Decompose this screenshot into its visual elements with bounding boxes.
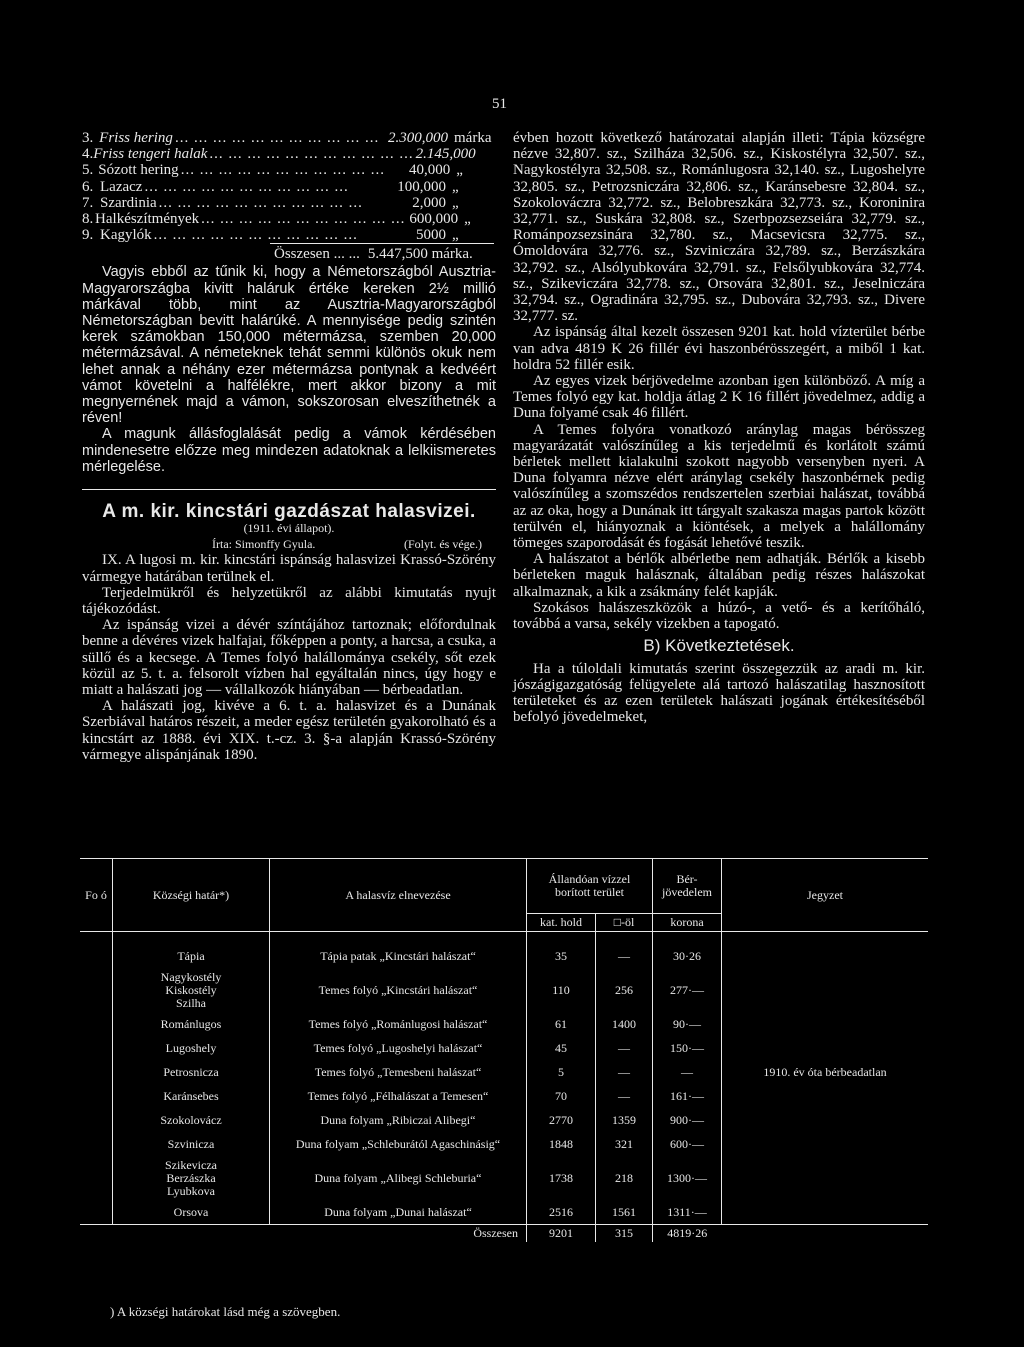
cell-hold: 110 <box>527 968 596 1012</box>
list-item-unit: „ <box>456 162 463 179</box>
list-item-label: Szardinia <box>100 194 157 211</box>
list-item-number: 8. <box>82 210 94 227</box>
cell-korona: 30·26 <box>653 932 722 969</box>
table-total-label: Összesen <box>473 1226 518 1240</box>
page-number: 51 <box>492 96 507 112</box>
fishwater-table <box>80 858 928 1242</box>
list-item-number: 3. <box>82 130 94 146</box>
cell-hold: 1738 <box>527 1156 596 1200</box>
cell-korona: 277·— <box>653 968 722 1012</box>
cell-hold: 5 <box>527 1060 596 1084</box>
cell-korona: 150·— <box>653 1036 722 1060</box>
cell-kozseg: Orsova <box>113 1200 270 1225</box>
cell-jegyzet <box>722 1132 929 1156</box>
cell-halasviz: Temes folyó „Kincstári halászat“ <box>270 968 527 1012</box>
cell-halasviz: Duna folyam „Schleburától Agaschinásig“ <box>270 1132 527 1156</box>
list-item-unit: márka <box>454 130 492 146</box>
cell-ol: — <box>596 1036 653 1060</box>
list-item-value: 5000 <box>416 227 446 244</box>
cell-kozseg: Szokolovácz <box>113 1108 270 1132</box>
table-row <box>80 932 928 969</box>
list-item-label: Sózott hering <box>98 162 179 179</box>
cell-ol: 1400 <box>596 1012 653 1036</box>
cell-jegyzet <box>722 932 929 969</box>
leader-dots: ... ... ... ... ... ... ... ... ... ... ... <box>174 130 380 146</box>
paragraph: A Temes folyóra vonatkozó aránylag magas bérösszeg magyarázatát valószínűleg a kis terjedelmű és korlátolt számú bérletek mellett kialakulni szokott nagyobb versenyben nyeri. A Duna folyamra nézve elért aránylag csekély haszonbérnek pedig valószínűleg a szomszédos rendszertelen szerbiai halászat, továbbá az az oka, hogy a Dunának itt tárgyalt szakasza magas partok között terülvén el, hiányoznak a kiöntések, a melyek a halállomány tömeges szaporodását és fogását lehetővé teszik. <box>513 421 925 552</box>
cell-hold: 2516 <box>527 1200 596 1225</box>
list-item-value: 2,000 <box>412 194 446 211</box>
table-row <box>80 1036 928 1060</box>
table-row <box>80 1108 928 1132</box>
list-item-label: Lazacz <box>100 178 143 195</box>
leader-dots: ... ... ... ... ... ... ... ... ... ... ... <box>153 227 358 244</box>
cell-halasviz: Duna folyam „Ribiczai Alibegi“ <box>270 1108 527 1132</box>
paragraph: A magunk állásfoglalását pedig a vámok kérdésében mindenesetre előzze meg mindezen adatoknak a lelkiismeretes mérlegelése. <box>82 426 496 475</box>
cell-halasviz: Temes folyó „Temesbeni halászat“ <box>270 1060 527 1084</box>
right-column <box>513 130 925 725</box>
article-year: (1911. évi állapot). <box>243 521 335 536</box>
list-item-unit: „ <box>452 194 459 211</box>
cell-jegyzet <box>722 1200 929 1225</box>
list-item-number: 5. <box>82 162 94 179</box>
total-table-row <box>80 1225 928 1243</box>
list-item-unit: „ <box>452 227 459 244</box>
table-total-korona: 4819·26 <box>653 1225 722 1243</box>
table-row <box>80 1012 928 1036</box>
cell-halasviz: Temes folyó „Románlugosi halászat“ <box>270 1012 527 1036</box>
list-item-label: Halkészítmények <box>95 210 200 227</box>
article-author: Írta: Simonffy Gyula. <box>212 537 316 552</box>
list-item <box>82 211 496 227</box>
list-item-number: 6. <box>82 178 94 195</box>
total-row <box>82 246 496 264</box>
paragraph: Vagyis ebből az tűnik ki, hogy a Németországból Ausztria-Magyarországba kivitt haláruk értéke kereken 2½ millió márkával több, mint az Ausztria-Magyarországból Németországban bevitt halárúké. A mennyisége pedig szintén kerek számokban 150,000 métermázsa, szemben 20,000 métermázsával. A németeknek tehát semmi különös okuk nem lehet annak a néhány ezer métermázsa pontynak a kedvéért vámot követelni a halfélékre, mert akkor bizony a mit megnyernének majd a vámon, sokszorosan elveszíthetnék a réven! <box>82 264 496 427</box>
cell-korona: 161·— <box>653 1084 722 1108</box>
cell-ol: 256 <box>596 968 653 1012</box>
cell-halasviz: Tápia patak „Kincstári halászat“ <box>270 932 527 969</box>
cell-kozseg: Nagykostély Kiskostély Szilha <box>113 968 270 1012</box>
article-title: A m. kir. kincstári gazdászat halasvizei. <box>102 500 476 522</box>
list-item-value: 600,000 <box>409 210 459 227</box>
cell-ol: 218 <box>596 1156 653 1200</box>
leader-dots: ... ... ... ... ... ... ... ... ... ... ... <box>158 194 363 211</box>
table-row <box>80 1200 928 1225</box>
cell-jegyzet <box>722 1108 929 1132</box>
total-dots: ... ... <box>329 246 360 263</box>
list-item-number: 7. <box>82 194 94 211</box>
list-item-unit: „ <box>464 210 471 227</box>
fish-import-list <box>82 130 496 243</box>
table-row <box>80 968 928 1012</box>
sum-line <box>270 243 494 244</box>
paragraph: A halászati jog, kivéve a 6. t. a. halasvizet és a Dunának Szerbiával határos részeit, a meder egész területén gyakorolható és a kincstárt az 1888. évi XIX. t.-cz. 3. §-a alapján Krassó-Szörény vármegye alispánjának 1890. <box>82 698 496 763</box>
list-item-label: Kagylók <box>100 227 152 244</box>
list-item-number: 9. <box>82 227 94 244</box>
paragraph: Szokásos halászeszközök a húzó-, a vető- és a kerítőháló, továbbá a varsa, sekély vizekben a tapogató. <box>513 599 925 633</box>
list-item-unit <box>476 146 496 162</box>
paragraph: Az ispánság által kezelt összesen 9201 kat. hold vízterület bérbe van adva 4819 K 26 fillér évi haszonbérösszegért, a miből 1 kat. holdra 52 fillér esik. <box>513 324 925 373</box>
cell-jegyzet <box>722 1036 929 1060</box>
cell-hold: 45 <box>527 1036 596 1060</box>
cell-kozseg: Szvinicza <box>113 1132 270 1156</box>
cell-jegyzet <box>722 968 929 1012</box>
cell-kozseg: Karánsebes <box>113 1084 270 1108</box>
cell-ol: 1359 <box>596 1108 653 1132</box>
cell-korona: — <box>653 1060 722 1084</box>
list-item-unit: „ <box>452 178 459 195</box>
list-item <box>82 195 496 211</box>
cell-kozseg: Petrosnicza <box>113 1060 270 1084</box>
cell-ol: 1561 <box>596 1200 653 1225</box>
list-item-number: 4. <box>82 146 94 163</box>
leader-dots: ... ... ... ... ... ... ... ... ... ... ... <box>144 178 349 195</box>
col-kozsegi: Községi határ*) <box>113 859 270 932</box>
cell-korona: 1300·— <box>653 1156 722 1200</box>
cell-ol: — <box>596 932 653 969</box>
cell-jegyzet <box>722 1012 929 1036</box>
cell-korona: 600·— <box>653 1132 722 1156</box>
cell-korona: 90·— <box>653 1012 722 1036</box>
divider <box>82 489 496 490</box>
cell-halasviz: Temes folyó „Félhalászat a Temesen“ <box>270 1084 527 1108</box>
paragraph: Terjedelmükről és helyzetükről az alábbi kimutatás nyujt tájékozódást. <box>82 584 496 617</box>
paragraph: évben hozott következő határozatai alapján illeti: Tápia községre nézve 32,807. sz., Szilháza 32,506. sz., Kiskostélyra 32,507. sz., Nagykostélyra 32,508. sz., Románlugosra 32,140. sz., Lugoshelyre 32,805. sz., Petrozsniczára 32,806. sz., Karánsebesre 32,804. sz., Szokolováczra 32,772. sz., Belobreszkára 32,773. sz., Koroninira 32,771. sz., Suskára 32,808. sz., Szerbpozsezseiára 32,779. sz., Románpozsezsinára 32,780. sz., Macsevicsra 32,775. sz., Ómoldovára 32,776. sz., Szviniczára 32,789. sz., Berzászkára 32,792. sz., Alsólyubkovára 32,791. sz., Felsőlyubkovára 32,774. sz., Szikeviczára 32,778. sz., Orsovára 32,801. sz., Jeselniczára 32,794. sz., Ogradinára 32,795. sz., Dubovára 32,793. sz., Divere 32,777. sz. <box>513 130 925 325</box>
cell-jegyzet: 1910. év óta bérbeadatlan <box>722 1060 929 1084</box>
list-item <box>82 130 496 146</box>
cell-kozseg: Tápia <box>113 932 270 969</box>
list-item-label: Friss hering <box>99 130 173 146</box>
table-row <box>80 1084 928 1108</box>
cell-hold: 70 <box>527 1084 596 1108</box>
cell-korona: 1311·— <box>653 1200 722 1225</box>
col-jegyzet: Jegyzet <box>722 859 929 932</box>
paragraph: Az egyes vizek bérjövedelme azonban igen különböző. A míg a Temes folyó egy kat. holdja átlag 2 K 16 fillért jövedelmez, addig a Duna folyamé csak 46 fillért. <box>513 373 925 422</box>
leader-dots: ... ... ... ... ... ... ... ... ... ... ... <box>201 210 406 227</box>
col-ber: Bér- jövedelem <box>653 859 722 914</box>
table-row <box>80 1060 928 1084</box>
paragraph: Az ispánság vizei a dévér színtájához tartoznak; előfordulnak benne a dévéres vizek halfajai, főképpen a ponty, a harcsa, a csuka, a süllő és a kecsege. A Temes folyó halállománya csekély, sőt ezek közül az 5. t. a. felsorolt vízben hal egyáltalán nincs, úgy hogy e miatt a halászati jog — vállalkozók hiányában — bérbeadatlan. <box>82 617 496 698</box>
footnote: ) A községi határokat lásd még a szövegben. <box>110 1304 341 1319</box>
list-item-value: 2.300,000 <box>388 130 448 146</box>
list-item <box>82 179 496 195</box>
byline <box>82 536 496 552</box>
paragraph: IX. A lugosi m. kir. kincstári ispánság halasvizei Krassó-Szörény vármegye határában terülnek el. <box>82 552 496 585</box>
cell-kozseg: Románlugos <box>113 1012 270 1036</box>
cell-ol: 321 <box>596 1132 653 1156</box>
list-item <box>82 146 496 162</box>
cell-halasviz: Duna folyam „Alibegi Schleburia“ <box>270 1156 527 1200</box>
cell-hold: 35 <box>527 932 596 969</box>
cell-hold: 61 <box>527 1012 596 1036</box>
list-item <box>82 162 496 178</box>
cell-halasviz: Duna folyam „Dunai halászat“ <box>270 1200 527 1225</box>
left-column <box>82 130 496 763</box>
table-total-hold: 9201 <box>527 1225 596 1243</box>
paragraph: Ha a túloldali kimutatás szerint összegezzük az aradi m. kir. jószágigazgatóság felügyelete alá tartozó halászatilag hasznosított területeket és az ezen területek halászati jogának értékesítéséből befolyó jövedelmeket, <box>513 660 925 726</box>
col-fo: Fo ó <box>80 859 113 932</box>
list-item-value: 2.145,000 <box>415 146 476 163</box>
col-korona: korona <box>653 914 722 932</box>
col-ol: □-öl <box>596 914 653 932</box>
col-kathold: kat. hold <box>527 914 596 932</box>
table-row <box>80 1156 928 1200</box>
table-row <box>80 1132 928 1156</box>
section-heading: B) Következtetések. <box>643 636 795 656</box>
list-item <box>82 227 496 243</box>
list-item-value: 100,000 <box>397 178 446 195</box>
leader-dots: ... ... ... ... ... ... ... ... ... ... ... <box>209 146 414 163</box>
cell-ol: — <box>596 1084 653 1108</box>
list-item-value: 40,000 <box>408 162 451 179</box>
cell-ol: — <box>596 1060 653 1084</box>
table-total-ol: 315 <box>596 1225 653 1243</box>
list-item-label: Friss tengeri halak <box>93 146 208 163</box>
cell-halasviz: Temes folyó „Lugoshelyi halászat“ <box>270 1036 527 1060</box>
cell-hold: 1848 <box>527 1132 596 1156</box>
article-continued: (Folyt. és vége.) <box>404 537 482 552</box>
cell-jegyzet <box>722 1084 929 1108</box>
leader-dots: ... ... ... ... ... ... ... ... ... ... ... <box>180 162 385 179</box>
col-allando: Állandóan vízzel borított terület <box>527 859 653 914</box>
total-label: Összesen <box>274 246 330 263</box>
cell-kozseg: Szikevicza Berzászka Lyubkova <box>113 1156 270 1200</box>
cell-jegyzet <box>722 1156 929 1200</box>
col-halasviz: A halasvíz elnevezése <box>270 859 527 932</box>
paragraph: A halászatot a bérlők albérletbe nem adhatják. Bérlők a kisebb bérleteken maguk halásznak, általában pedig részes halászokat alkalmaznak, a kik a zsákmány felét kapják. <box>513 551 925 600</box>
cell-hold: 2770 <box>527 1108 596 1132</box>
total-value: 5.447,500 márka. <box>367 246 473 263</box>
cell-kozseg: Lugoshely <box>113 1036 270 1060</box>
cell-korona: 900·— <box>653 1108 722 1132</box>
